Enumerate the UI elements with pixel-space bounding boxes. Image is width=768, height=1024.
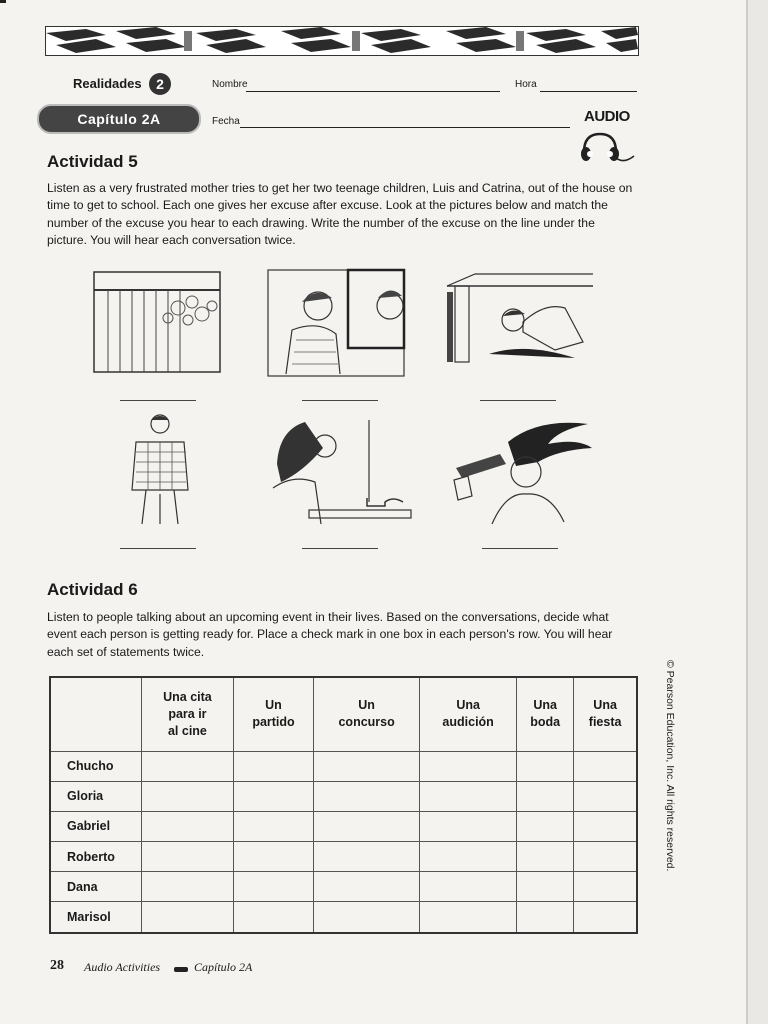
name-line[interactable] bbox=[246, 91, 500, 92]
copyright-notice: © Pearson Education, Inc. All rights reserved. bbox=[664, 660, 676, 872]
checkbox-cell[interactable] bbox=[142, 841, 234, 871]
answer-line-5[interactable] bbox=[302, 548, 378, 549]
checkbox-cell[interactable] bbox=[517, 751, 574, 781]
person-name-cell: Marisol bbox=[50, 902, 142, 933]
checkbox-cell[interactable] bbox=[574, 841, 637, 871]
corner-cell bbox=[50, 677, 142, 751]
checkbox-cell[interactable] bbox=[314, 811, 420, 841]
table-row bbox=[50, 781, 637, 811]
sink-picture bbox=[263, 418, 403, 528]
activity5-instructions: Listen as a very frustrated mother tries to get her two teenage children, Luis and Catrina, out of the house on time to get to school. Each one gives her excuse after excuse. Look at the pictures below and match the number of the excuse you hear to each drawing. Write the number of the excuse on the line under the picture. You will hear each conversation twice. bbox=[47, 181, 633, 247]
activity5-title: Actividad 5 bbox=[47, 152, 138, 171]
checkbox-cell[interactable] bbox=[574, 872, 637, 902]
event-checklist-table bbox=[49, 676, 638, 934]
date-line[interactable] bbox=[240, 127, 570, 128]
table-row bbox=[50, 841, 637, 871]
table-row bbox=[50, 872, 637, 902]
checkbox-cell[interactable] bbox=[517, 902, 574, 933]
hair-dryer-picture bbox=[448, 418, 588, 528]
event-column-header: Una fiesta bbox=[574, 677, 637, 751]
person-name-cell: Dana bbox=[50, 872, 142, 902]
mirror-picture bbox=[266, 268, 406, 378]
checkbox-cell[interactable] bbox=[420, 811, 517, 841]
checkbox-cell[interactable] bbox=[420, 902, 517, 933]
event-column-header: Un partido bbox=[233, 677, 313, 751]
event-column-header: Una boda bbox=[517, 677, 574, 751]
answer-line-1[interactable] bbox=[120, 400, 196, 401]
activity6-instructions: Listen to people talking about an upcoming event in their lives. Based on the conversations, decide what event each person is getting ready for. Place a check mark in one box in each person's row. You will hear each set of statements twice. bbox=[47, 610, 613, 659]
checkbox-cell[interactable] bbox=[314, 841, 420, 871]
checkbox-cell[interactable] bbox=[314, 872, 420, 902]
footer-chapter: Capítulo 2A bbox=[194, 960, 253, 974]
series-title: Realidades bbox=[73, 76, 142, 91]
checkbox-cell[interactable] bbox=[517, 872, 574, 902]
checkbox-cell[interactable] bbox=[142, 781, 234, 811]
hour-line[interactable] bbox=[540, 91, 637, 92]
checkbox-cell[interactable] bbox=[314, 781, 420, 811]
checkbox-cell[interactable] bbox=[142, 751, 234, 781]
checkbox-cell[interactable] bbox=[233, 841, 313, 871]
level-badge: 2 bbox=[149, 73, 171, 95]
checkbox-cell[interactable] bbox=[142, 902, 234, 933]
checkbox-cell[interactable] bbox=[233, 902, 313, 933]
person-name-cell: Gabriel bbox=[50, 811, 142, 841]
checkbox-cell[interactable] bbox=[574, 811, 637, 841]
checkbox-cell[interactable] bbox=[420, 751, 517, 781]
answer-line-2[interactable] bbox=[302, 400, 378, 401]
checkbox-cell[interactable] bbox=[314, 751, 420, 781]
footer-separator bbox=[174, 967, 188, 972]
table-row bbox=[50, 751, 637, 781]
event-column-header: Una audición bbox=[420, 677, 517, 751]
checkbox-cell[interactable] bbox=[314, 902, 420, 933]
checkbox-cell[interactable] bbox=[517, 781, 574, 811]
answer-line-3[interactable] bbox=[480, 400, 556, 401]
answer-line-4[interactable] bbox=[120, 548, 196, 549]
corner-mark bbox=[0, 0, 6, 3]
table-header-row bbox=[50, 677, 637, 751]
date-label: Fecha bbox=[212, 116, 240, 127]
checkbox-cell[interactable] bbox=[574, 781, 637, 811]
checkbox-cell[interactable] bbox=[420, 841, 517, 871]
person-name-cell: Gloria bbox=[50, 781, 142, 811]
event-column-header: Una cita para ir al cine bbox=[142, 677, 234, 751]
checkbox-cell[interactable] bbox=[420, 872, 517, 902]
checkbox-cell[interactable] bbox=[517, 841, 574, 871]
checkbox-cell[interactable] bbox=[517, 811, 574, 841]
person-name-cell: Chucho bbox=[50, 751, 142, 781]
checkbox-cell[interactable] bbox=[574, 751, 637, 781]
hour-label: Hora bbox=[515, 79, 537, 90]
answer-line-6[interactable] bbox=[482, 548, 558, 549]
table-row bbox=[50, 811, 637, 841]
checkbox-cell[interactable] bbox=[142, 872, 234, 902]
audio-label: AUDIO bbox=[584, 108, 630, 125]
checkbox-cell[interactable] bbox=[574, 902, 637, 933]
activity6-title: Actividad 6 bbox=[47, 580, 138, 599]
person-name-cell: Roberto bbox=[50, 841, 142, 871]
page-number: 28 bbox=[50, 958, 64, 973]
checkbox-cell[interactable] bbox=[420, 781, 517, 811]
event-column-header: Un concurso bbox=[314, 677, 420, 751]
footer-section: Audio Activities bbox=[84, 960, 161, 974]
shower-picture bbox=[88, 268, 228, 378]
chapter-badge: Capítulo 2A bbox=[37, 104, 201, 134]
checkbox-cell[interactable] bbox=[233, 781, 313, 811]
headphones-icon bbox=[576, 130, 636, 168]
checkbox-cell[interactable] bbox=[233, 751, 313, 781]
checkbox-cell[interactable] bbox=[233, 872, 313, 902]
table-row bbox=[50, 902, 637, 933]
under-bed-picture bbox=[445, 268, 585, 378]
checkbox-cell[interactable] bbox=[233, 811, 313, 841]
checkbox-cell[interactable] bbox=[142, 811, 234, 841]
standing-boy-picture bbox=[96, 410, 236, 520]
decorative-banner bbox=[45, 26, 639, 56]
name-label: Nombre bbox=[212, 79, 248, 90]
